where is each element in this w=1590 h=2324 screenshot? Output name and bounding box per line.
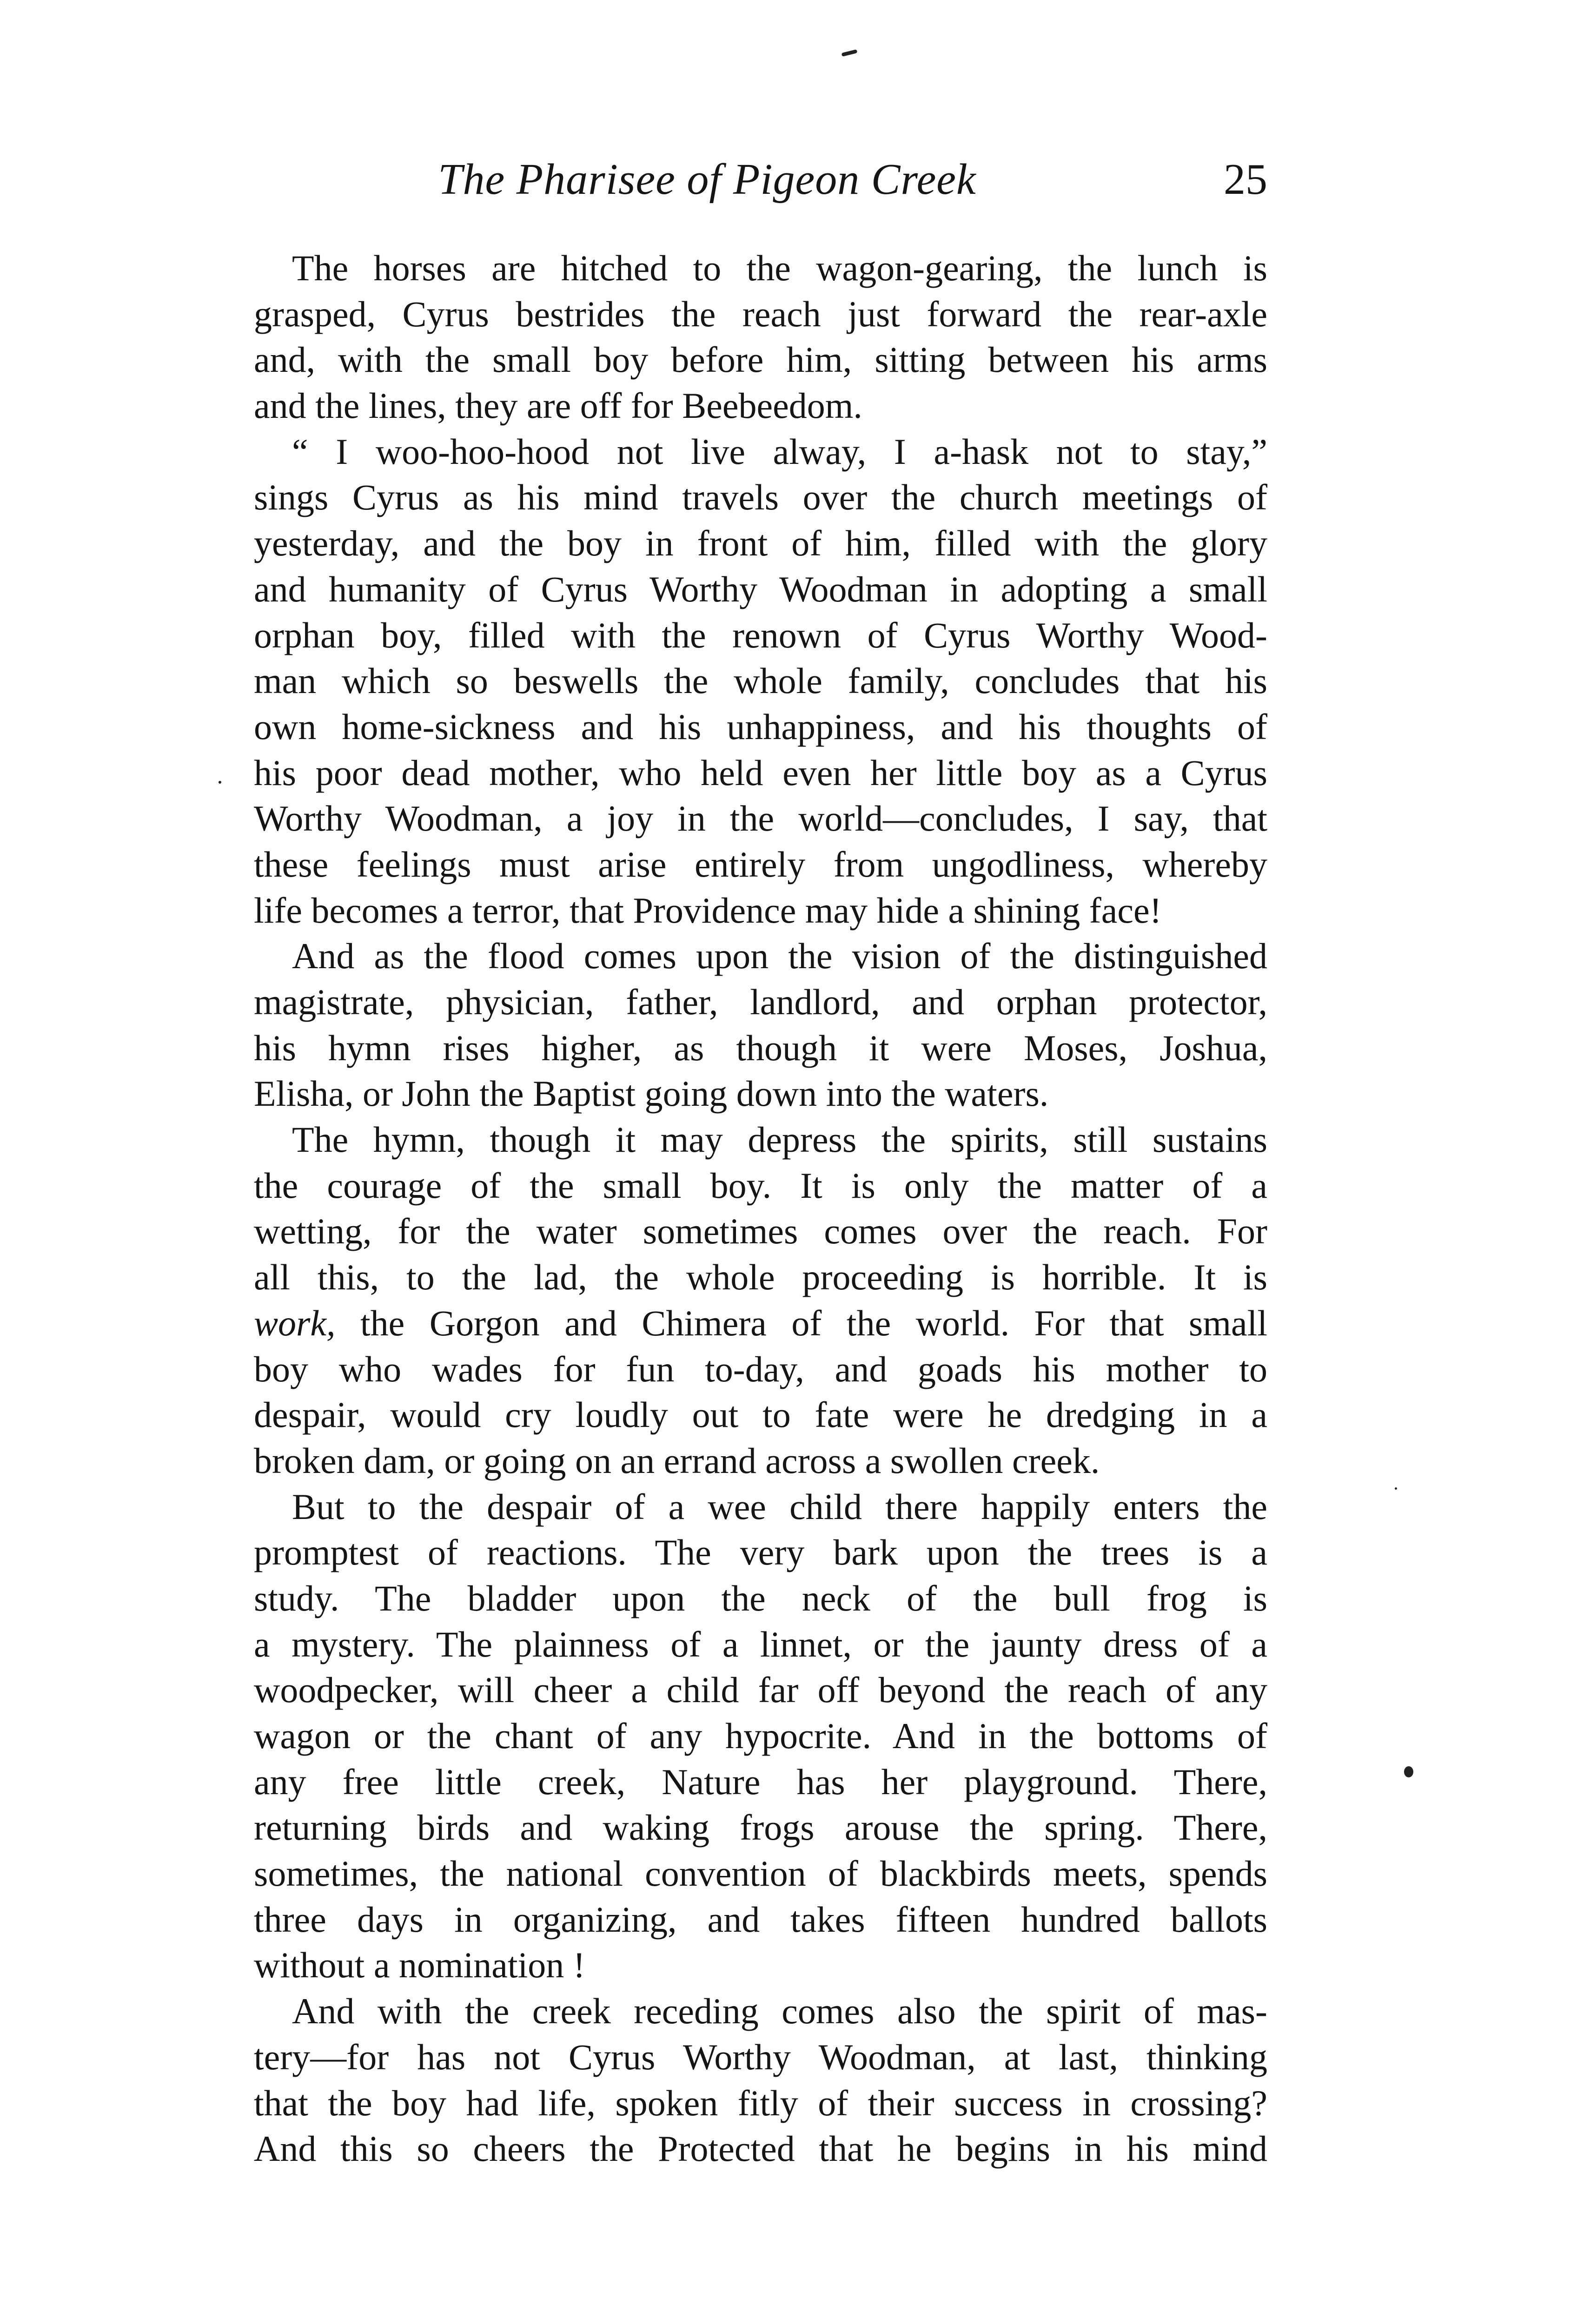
paragraph	[254, 1117, 1267, 1484]
text-line: that the boy had life, spoken fitly of their success in crossing?	[254, 2082, 1267, 2123]
text-line: the courage of the small boy. It is only the matter of a	[254, 1165, 1267, 1206]
page-header	[254, 147, 1267, 212]
text-line: orphan boy, filled with the renown of Cyrus Worthy Wood-	[254, 614, 1267, 655]
paragraph	[254, 933, 1267, 1117]
text-line: magistrate, physician, father, landlord, and orphan protector,	[254, 982, 1267, 1022]
text-line: and humanity of Cyrus Worthy Woodman in adopting a small	[254, 568, 1267, 609]
text-line: despair, would cry loudly out to fate were he dredging in a	[254, 1394, 1267, 1435]
text-line: yesterday, and the boy in front of him, filled with the glory	[254, 523, 1267, 564]
running-title: The Pharisee of Pigeon Creek	[438, 155, 976, 204]
text-line: sings Cyrus as his mind travels over the church meetings of	[254, 477, 1267, 518]
text-line: and, with the small boy before him, sitting between his arms	[254, 339, 1267, 380]
text-line: wagon or the chant of any hypocrite. And in the bottoms of	[254, 1716, 1267, 1756]
text-line: “ I woo-hoo-hood not live alway, I a-hask not to stay,”	[292, 431, 1267, 472]
text-line: man which so beswells the whole family, concludes that his	[254, 660, 1267, 701]
paragraph	[254, 245, 1267, 429]
text-line: his hymn rises higher, as though it were Moses, Joshua,	[254, 1027, 1267, 1068]
ink-speck	[1404, 1766, 1413, 1777]
text-line: broken dam, or going on an errand across a swollen creek.	[254, 1440, 1100, 1481]
text-line	[254, 1301, 1267, 1347]
text-line: woodpecker, will cheer a child far off beyond the reach of any	[254, 1670, 1267, 1710]
text-line: any free little creek, Nature has her playground. There,	[254, 1761, 1267, 1802]
text-line: his poor dead mother, who held even her little boy as a Cyrus	[254, 752, 1267, 793]
text-line: boy who wades for fun to-day, and goads his mother to	[254, 1348, 1267, 1389]
text-line: The hymn, though it may depress the spirits, still sustains	[292, 1119, 1267, 1160]
text-line: tery—for has not Cyrus Worthy Woodman, at last, thinking	[254, 2036, 1267, 2077]
text-line: Elisha, or John the Baptist going down into the waters.	[254, 1073, 1049, 1114]
emphasis-word: work,	[254, 1302, 336, 1343]
text-line-rest: the Gorgon and Chimera of the world. For that small	[360, 1302, 1267, 1343]
text-line: without a nomination !	[254, 1945, 585, 1986]
text-line: study. The bladder upon the neck of the bull frog is	[254, 1578, 1267, 1618]
text-line: life becomes a terror, that Providence may hide a shining face!	[254, 890, 1162, 931]
text-line: returning birds and waking frogs arouse the spring. There,	[254, 1807, 1267, 1848]
text-line: Worthy Woodman, a joy in the world—concludes, I say, that	[254, 798, 1267, 839]
text-line: And as the flood comes upon the vision of the distinguished	[292, 936, 1267, 977]
text-line: own home-sickness and his unhappiness, and his thoughts of	[254, 706, 1267, 747]
page-number: 25	[1224, 155, 1267, 204]
text-line: a mystery. The plainness of a linnet, or the jaunty dress of a	[254, 1624, 1267, 1664]
text-line: and the lines, they are off for Beebeedom.	[254, 385, 862, 426]
paragraph	[254, 429, 1267, 934]
text-line: sometimes, the national convention of blackbirds meets, spends	[254, 1853, 1267, 1894]
text-line: And with the creek receding comes also the spirit of mas-	[292, 1991, 1267, 2032]
text-line: The horses are hitched to the wagon-gearing, the lunch is	[292, 248, 1267, 288]
ink-speck	[841, 49, 858, 57]
text-line: three days in organizing, and takes fifteen hundred ballots	[254, 1899, 1267, 1940]
text-line: grasped, Cyrus bestrides the reach just forward the rear-axle	[254, 293, 1267, 334]
text-line: And this so cheers the Protected that he begins in his mind	[254, 2128, 1267, 2169]
text-line: all this, to the lad, the whole proceeding is horrible. It is	[254, 1257, 1267, 1298]
text-line: promptest of reactions. The very bark upon the trees is a	[254, 1532, 1267, 1573]
ink-speck	[219, 781, 221, 784]
ink-speck	[1395, 1487, 1397, 1490]
text-line: But to the despair of a wee child there happily enters the	[292, 1486, 1267, 1527]
text-line: wetting, for the water sometimes comes over the reach. For	[254, 1211, 1267, 1252]
text-line: these feelings must arise entirely from ungodliness, whereby	[254, 844, 1267, 885]
paragraph	[254, 1988, 1267, 2172]
body-text	[254, 245, 1267, 2172]
paragraph	[254, 1484, 1267, 1989]
